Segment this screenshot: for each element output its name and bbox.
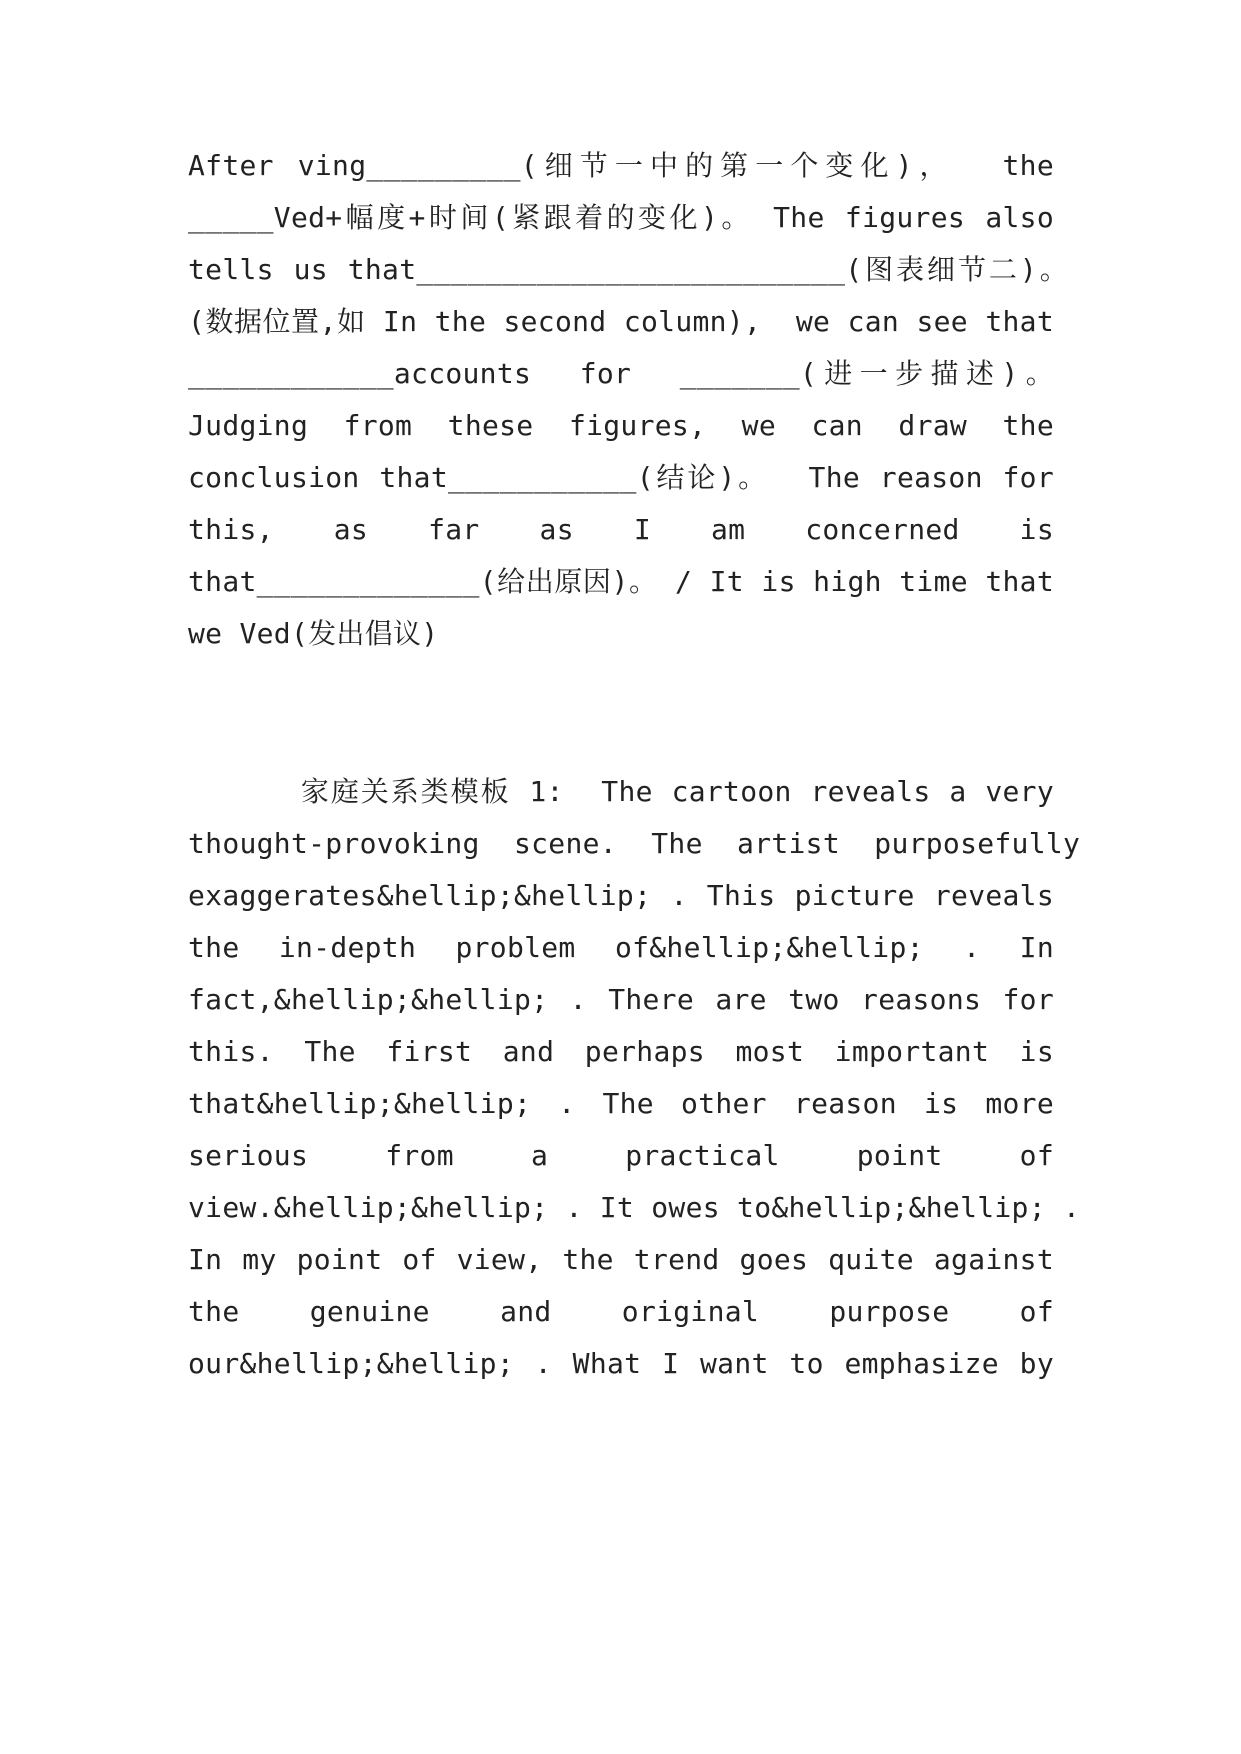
text-line: ____________accounts for _______(进一步描述)。 xyxy=(188,357,1054,390)
text-line: In my point of view, the trend goes quite against xyxy=(188,1243,1054,1276)
text-line: fact,&hellip;&hellip; . There are two reasons for xyxy=(188,983,1054,1016)
text-line: view.&hellip;&hellip; . It owes to&hellip;&hellip; . xyxy=(188,1191,1081,1224)
text-line: After ving_________(细节一中的第一个变化)， the xyxy=(188,149,1054,182)
text-line: 家庭关系类模板 1: The cartoon reveals a very xyxy=(188,775,1054,808)
text-line: Judging from these figures, we can draw the xyxy=(188,409,1054,442)
text-line: conclusion that___________(结论)。 The reason for xyxy=(188,461,1054,494)
text-line: this, as far as I am concerned is xyxy=(188,513,1054,546)
text-line: that_____________(给出原因)。 / It is high time that xyxy=(188,565,1054,598)
text-line: thought-provoking scene. The artist purposefully xyxy=(188,827,1081,860)
text-line: our&hellip;&hellip; . What I want to emphasize by xyxy=(188,1347,1054,1380)
text-line: the genuine and original purpose of xyxy=(188,1295,1054,1328)
text-line: exaggerates&hellip;&hellip; . This picture reveals xyxy=(188,879,1054,912)
text-line: the in-depth problem of&hellip;&hellip; . In xyxy=(188,931,1054,964)
text-line: this. The first and perhaps most important is xyxy=(188,1035,1054,1068)
text-line: that&hellip;&hellip; . The other reason is more xyxy=(188,1087,1054,1120)
text-line: serious from a practical point of xyxy=(188,1139,1054,1172)
text-line: _____Ved+幅度+时间(紧跟着的变化)。 The figures also xyxy=(188,201,1054,234)
text-line: tells us that_________________________(图表细节二)。 xyxy=(188,253,1068,286)
text-line: we Ved(发出倡议) xyxy=(188,617,439,650)
text-line: (数据位置,如 In the second column), we can see that xyxy=(188,305,1054,338)
